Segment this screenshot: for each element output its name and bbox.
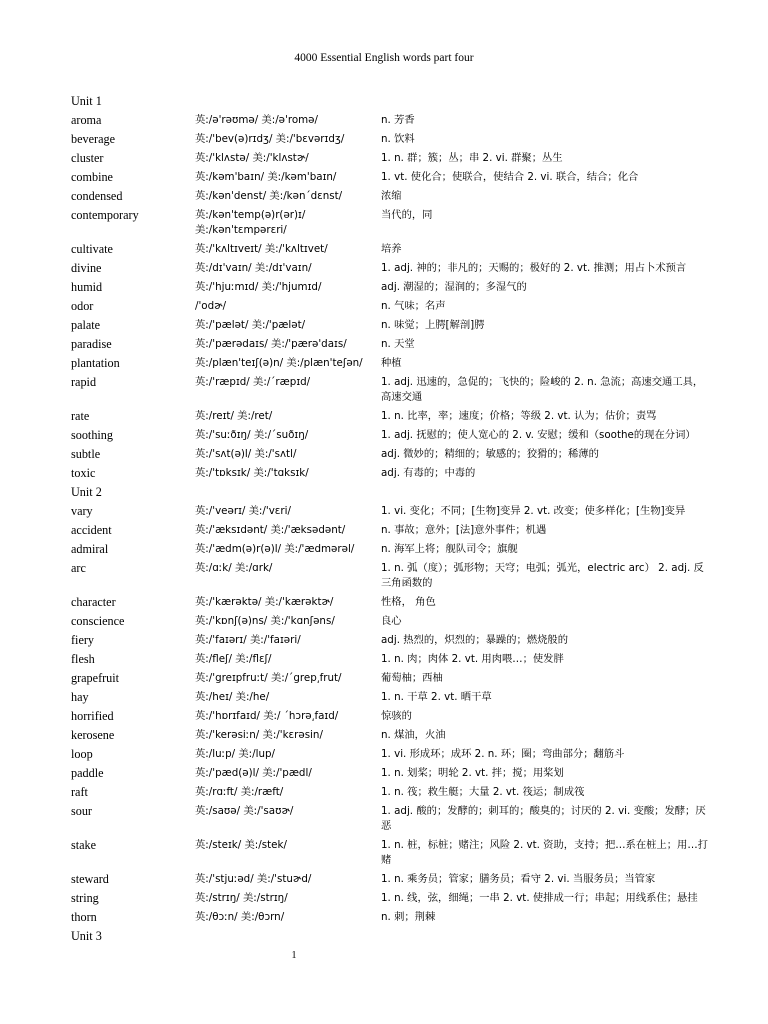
word-row <box>71 299 711 318</box>
word-row <box>71 375 711 409</box>
word-definition: 1. n. 划桨；明轮 2. vt. 拌；搅；用桨划 <box>381 767 564 779</box>
word-row <box>71 671 711 690</box>
word-definition: 葡萄柚；西柚 <box>381 672 443 684</box>
word-definition: 1. adj. 酸的；发酵的；刺耳的；酸臭的；讨厌的 2. vi. 变酸；发酵；厌恶 <box>381 805 706 832</box>
phonetic-line: 英:/'klʌstə/ 美:/'klʌstɚ/ <box>195 152 309 164</box>
phonetic-line: 英:/'ædm(ə)r(ə)l/ 美:/'ædmərəl/ <box>195 543 355 555</box>
word-definition: 1. n. 群；簇；丛；串 2. vi. 群聚；丛生 <box>381 152 563 164</box>
word-phonetic <box>195 671 381 686</box>
word-row <box>71 504 711 523</box>
word-definition: n. 事故；意外；[法]意外事件；机遇 <box>381 524 547 536</box>
word-row <box>71 728 711 747</box>
phonetic-line: 英:/'faɪərɪ/ 美:/'faɪəri/ <box>195 634 301 646</box>
phonetic-line: 英:/'kʌltɪveɪt/ 美:/'kʌltɪvet/ <box>195 243 328 255</box>
phonetic-line: 英:/'pærədaɪs/ 美:/'pærə'daɪs/ <box>195 338 347 350</box>
word-row <box>71 318 711 337</box>
word-row <box>71 633 711 652</box>
word-row <box>71 189 711 208</box>
word-row <box>71 113 711 132</box>
word-row <box>71 804 711 838</box>
phonetic-line: 英:/'hɒrɪfaɪd/ 美:/ ΄hɔrə͵faɪd/ <box>195 710 339 722</box>
phonetic-line: 英:/kən'denst/ 美:/kən΄dɛnst/ <box>195 190 343 202</box>
word-definition: n. 煤油，火油 <box>381 729 446 741</box>
phonetic-line: 英:/'kerəsiːn/ 美:/'kɛrəsin/ <box>195 729 323 741</box>
phonetic-line: 英:/plæn'teɪʃ(ə)n/ 美:/plæn'teʃən/ <box>195 357 363 369</box>
phonetic-line: 英:/'tɒksɪk/ 美:/'tɑksɪk/ <box>195 467 309 479</box>
word-phonetic <box>195 709 381 724</box>
document-title: 4000 Essential English words part four <box>294 52 474 64</box>
word-definition: 1. adj. 神的；非凡的；天赐的；极好的 2. vt. 推测；用占卜术预言 <box>381 262 687 274</box>
word-term: thorn <box>71 910 97 924</box>
word-term: contemporary <box>71 208 139 222</box>
word-definition: 1. n. 乘务员；管家；膳务员；看守 2. vi. 当服务员；当管家 <box>381 873 656 885</box>
word-row <box>71 356 711 375</box>
word-phonetic <box>195 804 381 834</box>
word-definition: 惊骇的 <box>381 710 412 722</box>
word-definition: adj. 有毒的；中毒的 <box>381 467 476 479</box>
word-row <box>71 208 711 242</box>
word-phonetic <box>195 299 381 314</box>
word-term: hay <box>71 690 89 704</box>
word-row <box>71 447 711 466</box>
word-term: string <box>71 891 99 905</box>
phonetic-line: 英:/heɪ/ 美:/he/ <box>195 691 270 703</box>
word-term: aroma <box>71 113 102 127</box>
unit-heading: Unit 2 <box>71 485 102 499</box>
word-term: character <box>71 595 116 609</box>
word-row <box>71 766 711 785</box>
phonetic-line: 英:/steɪk/ 美:/stek/ <box>195 839 287 851</box>
word-row <box>71 690 711 709</box>
word-phonetic <box>195 614 381 629</box>
word-term: toxic <box>71 466 96 480</box>
phonetic-line: 英:/ɑːk/ 美:/ɑrk/ <box>195 562 273 574</box>
word-term: vary <box>71 504 93 518</box>
word-definition: adj. 潮湿的；湿润的；多湿气的 <box>381 281 527 293</box>
word-term: rate <box>71 409 90 423</box>
word-term: plantation <box>71 356 120 370</box>
word-term: arc <box>71 561 86 575</box>
word-phonetic <box>195 280 381 295</box>
word-row <box>71 709 711 728</box>
word-phonetic <box>195 766 381 781</box>
word-term: paddle <box>71 766 104 780</box>
word-definition: 1. n. 比率，率；速度；价格；等级 2. vt. 认为；估价；责骂 <box>381 410 657 422</box>
word-definition: 1. n. 弧（度）；弧形物；天穹；电弧；弧光，electric arc） 2. adj. 反三角函数的 <box>381 562 704 589</box>
phonetic-line: 英:/'ræpɪd/ 美:/΄ræpɪd/ <box>195 376 311 388</box>
word-phonetic <box>195 113 381 128</box>
phonetic-line: 英:/'hjuːmɪd/ 美:/'hjumɪd/ <box>195 281 322 293</box>
word-term: accident <box>71 523 112 537</box>
word-definition: 培养 <box>381 243 402 255</box>
word-term: horrified <box>71 709 114 723</box>
word-phonetic <box>195 318 381 333</box>
word-phonetic <box>195 690 381 705</box>
word-phonetic <box>195 910 381 925</box>
word-row <box>71 910 711 929</box>
word-row <box>71 891 711 910</box>
word-phonetic <box>195 242 381 257</box>
phonetic-line: 英:/'pæd(ə)l/ 美:/'pædl/ <box>195 767 312 779</box>
phonetic-line: 英:/kən'temp(ə)r(ər)ɪ/ <box>195 209 306 221</box>
phonetic-line: 英:/'stjuːəd/ 美:/'stuɚd/ <box>195 873 312 885</box>
page-number: 1 <box>291 950 297 961</box>
word-row <box>71 261 711 280</box>
word-term: combine <box>71 170 113 184</box>
word-term: cultivate <box>71 242 113 256</box>
word-term: condensed <box>71 189 123 203</box>
phonetic-line: 英:/'suːðɪŋ/ 美:/΄suðɪŋ/ <box>195 429 309 441</box>
word-phonetic <box>195 375 381 405</box>
phonetic-line: 英:/kəm'baɪn/ 美:/kəm'baɪn/ <box>195 171 337 183</box>
word-definition: 1. vi. 形成环；成环 2. n. 环；圈；弯曲部分；翻筋斗 <box>381 748 625 760</box>
phonetic-line: 英:/reɪt/ 美:/ret/ <box>195 410 273 422</box>
phonetic-line: 英:/strɪŋ/ 美:/strɪŋ/ <box>195 892 288 904</box>
word-term: cluster <box>71 151 104 165</box>
word-phonetic <box>195 151 381 166</box>
word-term: sour <box>71 804 92 818</box>
phonetic-line: 英:/rɑːft/ 美:/ræft/ <box>195 786 284 798</box>
word-row <box>71 614 711 633</box>
word-phonetic <box>195 261 381 276</box>
phonetic-line: 英:/ə'rəʊmə/ 美:/ə'romə/ <box>195 114 318 126</box>
word-term: palate <box>71 318 101 332</box>
word-term: admiral <box>71 542 109 556</box>
word-definition: 当代的，同 <box>381 209 433 221</box>
word-term: humid <box>71 280 103 294</box>
phonetic-line: 英:/'sʌt(ə)l/ 美:/'sʌtl/ <box>195 448 297 460</box>
word-term: raft <box>71 785 88 799</box>
word-row <box>71 872 711 891</box>
phonetic-line: 英:/'æksɪdənt/ 美:/'æksədənt/ <box>195 524 346 536</box>
phonetic-line: 英:/'kɒnʃ(ə)ns/ 美:/'kɑnʃəns/ <box>195 615 335 627</box>
word-definition: adj. 微妙的；精细的；敏感的；狡猾的；稀薄的 <box>381 448 599 460</box>
word-definition: 种植 <box>381 357 402 369</box>
phonetic-line: 英:/saʊə/ 美:/'saʊɚ/ <box>195 805 294 817</box>
word-definition: 1. vt. 使化合；使联合，使结合 2. vi. 联合，结合；化合 <box>381 171 639 183</box>
word-row <box>71 151 711 170</box>
word-row <box>71 561 711 595</box>
word-definition: n. 海军上将；舰队司令；旗舰 <box>381 543 518 555</box>
word-term: flesh <box>71 652 95 666</box>
word-definition: n. 饮料 <box>381 133 415 145</box>
word-definition: 1. adj. 抚慰的；使人宽心的 2. v. 安慰；缓和（soothe的现在分词） <box>381 429 696 441</box>
word-phonetic <box>195 785 381 800</box>
word-row <box>71 132 711 151</box>
word-term: grapefruit <box>71 671 120 685</box>
word-definition: 1. n. 干草 2. vt. 晒干草 <box>381 691 492 703</box>
word-term: subtle <box>71 447 101 461</box>
word-definition: 浓缩 <box>381 190 402 202</box>
phonetic-line: 英:/'greɪpfruːt/ 美:/΄grep͵frut/ <box>195 672 342 684</box>
word-definition: adj. 热烈的，炽烈的；暴躁的；燃烧般的 <box>381 634 569 646</box>
word-phonetic <box>195 132 381 147</box>
phonetic-line: 英:/luːp/ 美:/lup/ <box>195 748 275 760</box>
word-definition: 1. adj. 迅速的，急促的；飞快的；险峻的 2. n. 急流；高速交通工具，高速交通 <box>381 376 704 403</box>
phonetic-line: 英:/dɪ'vaɪn/ 美:/dɪ'vaɪn/ <box>195 262 312 274</box>
word-row <box>71 280 711 299</box>
word-row <box>71 838 711 872</box>
phonetic-line: 英:/'kærəktə/ 美:/'kærəktɚ/ <box>195 596 334 608</box>
phonetic-line: 英:/'pælət/ 美:/'pælət/ <box>195 319 306 331</box>
word-term: odor <box>71 299 94 313</box>
word-phonetic <box>195 337 381 352</box>
unit-heading: Unit 3 <box>71 929 102 943</box>
word-definition: 性格， 角色 <box>381 596 436 608</box>
word-term: fiery <box>71 633 95 647</box>
word-definition: 1. vi. 变化；不同；[生物]变异 2. vt. 改变；使多样化；[生物]变异 <box>381 505 686 517</box>
word-row <box>71 242 711 261</box>
phonetic-line: 英:/fleʃ/ 美:/flɛʃ/ <box>195 653 272 665</box>
word-phonetic <box>195 409 381 424</box>
word-phonetic <box>195 747 381 762</box>
word-phonetic <box>195 466 381 481</box>
word-row <box>71 337 711 356</box>
word-phonetic <box>195 447 381 462</box>
word-definition: n. 天堂 <box>381 338 415 350</box>
word-term: stake <box>71 838 97 852</box>
phonetic-line: 英:/'bev(ə)rɪdʒ/ 美:/'bɛvərɪdʒ/ <box>195 133 345 145</box>
word-phonetic <box>195 189 381 204</box>
word-term: divine <box>71 261 102 275</box>
word-definition: 1. n. 线，弦，细绳；一串 2. vt. 使排成一行；串起；用线系住；悬挂 <box>381 892 698 904</box>
word-definition: 1. n. 筏；救生艇；大量 2. vt. 筏运；制成筏 <box>381 786 585 798</box>
word-phonetic <box>195 595 381 610</box>
word-row <box>71 409 711 428</box>
word-phonetic <box>195 208 381 238</box>
word-definition: n. 味觉；上腭[解剖]腭 <box>381 319 485 331</box>
word-phonetic <box>195 356 381 371</box>
vocabulary-list <box>71 94 711 948</box>
word-phonetic <box>195 652 381 667</box>
phonetic-line: 英:/θɔːn/ 美:/θɔrn/ <box>195 911 285 923</box>
word-row <box>71 170 711 189</box>
word-row <box>71 466 711 485</box>
word-row <box>71 747 711 766</box>
word-term: paradise <box>71 337 112 351</box>
word-term: beverage <box>71 132 115 146</box>
phonetic-line: 美:/kən'tɛmpərɛri/ <box>195 224 287 236</box>
word-term: loop <box>71 747 93 761</box>
word-definition: n. 刺；荆棘 <box>381 911 436 923</box>
word-phonetic <box>195 728 381 743</box>
word-phonetic <box>195 872 381 887</box>
word-definition: n. 芳香 <box>381 114 415 126</box>
word-phonetic <box>195 838 381 868</box>
word-row <box>71 523 711 542</box>
word-term: rapid <box>71 375 97 389</box>
word-row <box>71 785 711 804</box>
word-term: steward <box>71 872 109 886</box>
unit-heading: Unit 1 <box>71 94 102 108</box>
word-term: kerosene <box>71 728 115 742</box>
word-definition: 良心 <box>381 615 402 627</box>
word-definition: 1. n. 桩，标桩；赌注；风险 2. vt. 资助，支持；把…系在桩上；用…打赌 <box>381 839 708 866</box>
phonetic-line: 英:/'veərɪ/ 美:/'vɛri/ <box>195 505 291 517</box>
word-phonetic <box>195 170 381 185</box>
word-phonetic <box>195 428 381 443</box>
word-row <box>71 595 711 614</box>
word-definition: n. 气味；名声 <box>381 300 446 312</box>
word-phonetic <box>195 561 381 591</box>
word-row <box>71 652 711 671</box>
word-phonetic <box>195 542 381 557</box>
phonetic-line: /'odɚ/ <box>195 300 227 312</box>
word-row <box>71 428 711 447</box>
word-term: soothing <box>71 428 113 442</box>
word-row <box>71 542 711 561</box>
word-term: conscience <box>71 614 125 628</box>
word-phonetic <box>195 633 381 648</box>
word-definition: 1. n. 肉；肉体 2. vt. 用肉喂…；使发胖 <box>381 653 564 665</box>
word-phonetic <box>195 891 381 906</box>
word-phonetic <box>195 504 381 519</box>
word-phonetic <box>195 523 381 538</box>
